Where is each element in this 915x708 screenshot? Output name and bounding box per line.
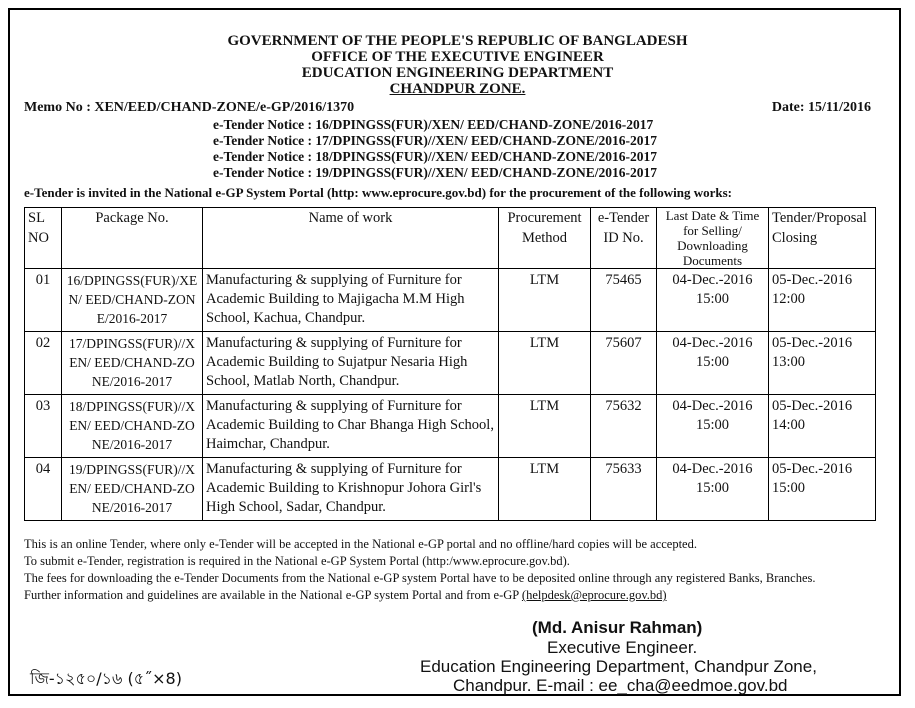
last-date: 04-Dec.-2016 <box>672 272 753 288</box>
closing-date: 05-Dec.-2016 <box>772 335 853 351</box>
last-time: 15:00 <box>695 291 730 307</box>
table-row <box>25 332 876 395</box>
note-online-tender: This is an online Tender, where only e-Tender will be accepted in the National e-GP portal and no offline/hard copies will be accepted. <box>24 537 697 551</box>
cell-closing <box>769 395 876 458</box>
closing-date: 05-Dec.-2016 <box>772 398 853 414</box>
cell-package: 18/DPINGSS(FUR)//XEN/ EED/CHAND-ZONE/2016-2017 <box>62 395 203 458</box>
closing-time: 12:00 <box>772 291 806 307</box>
last-time: 15:00 <box>695 480 730 496</box>
closing-time: 14:00 <box>772 417 806 433</box>
memo-date: Date: 15/11/2016 <box>771 100 871 115</box>
cell-sl: 02 <box>25 332 62 395</box>
memo-number: Memo No : XEN/EED/CHAND-ZONE/e-GP/2016/1370 <box>24 100 355 115</box>
closing-time: 15:00 <box>772 480 806 496</box>
cell-sl: 04 <box>25 458 62 521</box>
cell-tender-id: 75632 <box>591 395 657 458</box>
header-office: OFFICE OF THE EXECUTIVE ENGINEER <box>311 49 604 65</box>
signatory-name: (Md. Anisur Rahman) <box>532 618 703 637</box>
cell-package: 19/DPINGSS(FUR)//XEN/ EED/CHAND-ZONE/2016-2017 <box>62 458 203 521</box>
cell-method: LTM <box>499 458 591 521</box>
cell-last-date <box>657 395 769 458</box>
note-registration: To submit e-Tender, registration is required in the National e-GP System Portal (http:/www.eprocure.gov.bd). <box>24 554 570 568</box>
header-zone: CHANDPUR ZONE. <box>389 81 526 97</box>
last-date: 04-Dec.-2016 <box>672 335 753 351</box>
cell-work: Manufacturing & supplying of Furniture for Academic Building to Majigacha M.M High School, Kachua, Chandpur. <box>203 269 499 332</box>
closing-date: 05-Dec.-2016 <box>772 461 853 477</box>
col-header-last-date: Last Date & Time for Selling/ Downloading Documents <box>657 208 769 269</box>
cell-closing <box>769 269 876 332</box>
helpdesk-link[interactable]: (helpdesk@eprocure.gov.bd) <box>521 588 667 602</box>
cell-tender-id: 75633 <box>591 458 657 521</box>
closing-time: 13:00 <box>772 354 806 370</box>
last-time: 15:00 <box>695 354 730 370</box>
cell-work: Manufacturing & supplying of Furniture for Academic Building to Char Bhanga High School, Haimchar, Chandpur. <box>203 395 499 458</box>
cell-sl: 01 <box>25 269 62 332</box>
last-time: 15:00 <box>695 417 730 433</box>
col-header-sl: SL NO <box>25 208 62 269</box>
header-government: GOVERNMENT OF THE PEOPLE'S REPUBLIC OF BANGLADESH <box>227 33 688 49</box>
cell-tender-id: 75465 <box>591 269 657 332</box>
header-zone-wrap <box>0 81 915 97</box>
col-header-closing: Tender/Proposal Closing <box>769 208 876 269</box>
table-header-row <box>25 208 876 269</box>
cell-last-date <box>657 269 769 332</box>
note-further-info <box>24 588 667 603</box>
table-row <box>25 458 876 521</box>
closing-date: 05-Dec.-2016 <box>772 272 853 288</box>
cell-package: 16/DPINGSS(FUR)/XEN/ EED/CHAND-ZONE/2016-2017 <box>62 269 203 332</box>
works-table <box>24 207 876 521</box>
last-date: 04-Dec.-2016 <box>672 461 753 477</box>
cell-tender-id: 75607 <box>591 332 657 395</box>
footer-code: জি-১২৫০/১৬ (৫˝×8) <box>30 669 182 688</box>
col-header-work: Name of work <box>203 208 499 269</box>
cell-method: LTM <box>499 269 591 332</box>
note-fees: The fees for downloading the e-Tender Documents from the National e-GP system Portal have to be deposited online through any registered Banks, Branches. <box>24 571 816 585</box>
cell-closing <box>769 458 876 521</box>
cell-sl: 03 <box>25 395 62 458</box>
tender-notice-1: e-Tender Notice : 16/DPINGSS(FUR)/XEN/ EED/CHAND-ZONE/2016-2017 <box>213 117 654 132</box>
signatory-department: Education Engineering Department, Chandpur Zone, <box>420 657 817 676</box>
invitation-text: e-Tender is invited in the National e-GP System Portal (http: www.eprocure.gov.bd) for the procurement of the following works: <box>24 185 732 200</box>
note-further-info-text: Further information and guidelines are available in the National e-GP system Portal and from e-GP <box>24 588 522 602</box>
cell-method: LTM <box>499 395 591 458</box>
signatory-title: Executive Engineer. <box>547 638 698 657</box>
cell-package: 17/DPINGSS(FUR)//XEN/ EED/CHAND-ZONE/2016-2017 <box>62 332 203 395</box>
table-row <box>25 269 876 332</box>
cell-closing <box>769 332 876 395</box>
col-header-package: Package No. <box>62 208 203 269</box>
cell-last-date <box>657 458 769 521</box>
tender-notice-3: e-Tender Notice : 18/DPINGSS(FUR)//XEN/ EED/CHAND-ZONE/2016-2017 <box>213 149 657 164</box>
col-header-tender-id: e-Tender ID No. <box>591 208 657 269</box>
cell-method: LTM <box>499 332 591 395</box>
last-date: 04-Dec.-2016 <box>672 398 753 414</box>
col-header-method: Procurement Method <box>499 208 591 269</box>
tender-notice-4: e-Tender Notice : 19/DPINGSS(FUR)//XEN/ EED/CHAND-ZONE/2016-2017 <box>213 165 657 180</box>
cell-work: Manufacturing & supplying of Furniture for Academic Building to Krishnopur Johora Girl's High School, Sadar, Chandpur. <box>203 458 499 521</box>
cell-last-date <box>657 332 769 395</box>
tender-notice-2: e-Tender Notice : 17/DPINGSS(FUR)//XEN/ EED/CHAND-ZONE/2016-2017 <box>213 133 657 148</box>
cell-work: Manufacturing & supplying of Furniture for Academic Building to Sujatpur Nesaria High School, Matlab North, Chandpur. <box>203 332 499 395</box>
signatory-contact: Chandpur. E-mail : ee_cha@eedmoe.gov.bd <box>453 676 788 695</box>
header-department: EDUCATION ENGINEERING DEPARTMENT <box>301 65 614 81</box>
table-row <box>25 395 876 458</box>
